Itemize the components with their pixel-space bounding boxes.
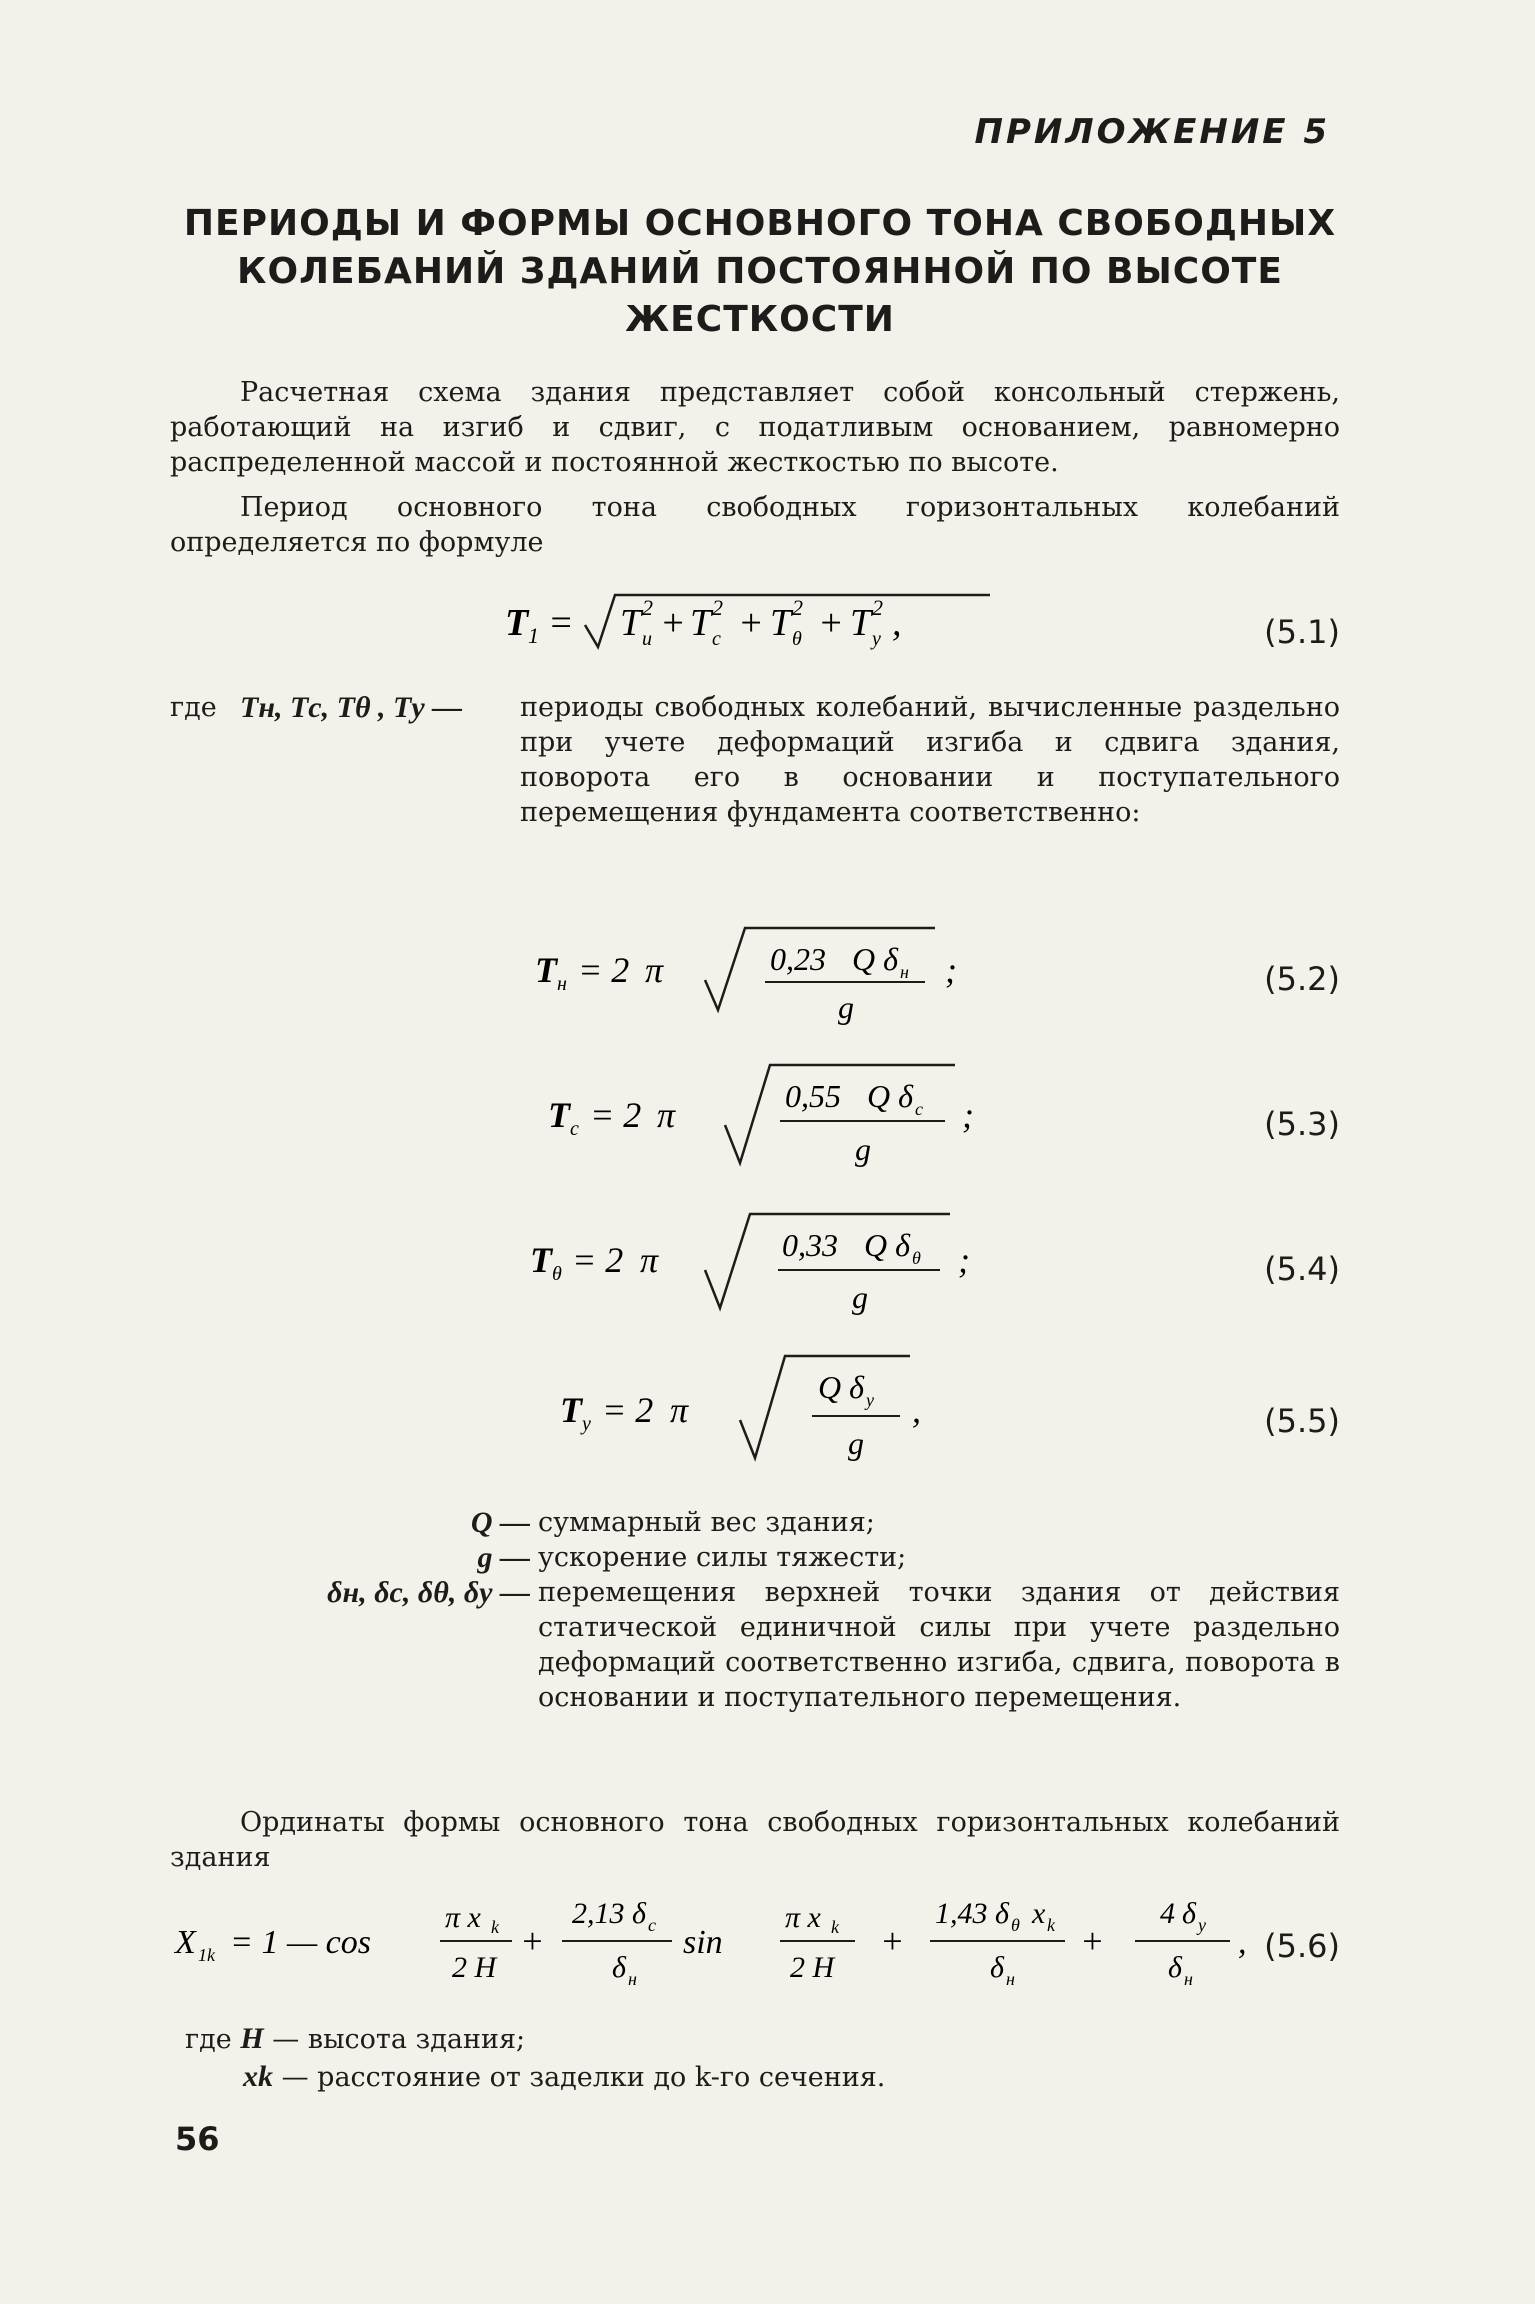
- svg-text:,: ,: [892, 602, 902, 644]
- svg-text:X: X: [175, 1924, 196, 1961]
- coef-5-4: 0,33: [782, 1227, 838, 1263]
- svg-text:k: k: [491, 1917, 499, 1937]
- where-symbols-periods: Tн, Tс, Tθ , Tу —: [240, 691, 463, 724]
- svg-text:у: у: [872, 628, 881, 650]
- svg-text:δ: δ: [612, 1951, 626, 1984]
- list-item: [200, 1505, 1340, 1540]
- svg-text:= 2: = 2: [572, 1240, 624, 1280]
- equation-number-5-1: (5.1): [1264, 613, 1340, 651]
- svg-text:2: 2: [872, 595, 883, 620]
- where-description-periods: периоды свободных колебаний, вычисленные раздельно при учете деформаций изгиба и сдвига здания, поворота его в основании и поступательного перемещения фундамента соответственно:: [520, 692, 1340, 828]
- where-description: перемещения верхней точки здания от действия статической единичной силы при учете раздельно деформаций соответственно изгиба, сдвига, поворота в основании и поступательного перемещения.: [538, 1577, 1340, 1713]
- svg-text:Q δ: Q δ: [864, 1227, 910, 1263]
- equation-number-5-3: (5.3): [1264, 1105, 1340, 1143]
- svg-text:= 2: = 2: [590, 1095, 642, 1135]
- where-symbol: xk: [243, 2060, 273, 2093]
- svg-text:T: T: [770, 602, 792, 644]
- svg-text:+: +: [818, 602, 844, 644]
- svg-text:π x: π x: [445, 1901, 481, 1934]
- coef-5-2: 0,23: [770, 941, 826, 977]
- svg-text:T: T: [620, 602, 642, 644]
- where-description: — расстояние от заделки до k-го сечения.: [281, 2062, 886, 2093]
- svg-text:2 H: 2 H: [790, 1951, 835, 1984]
- svg-text:у: у: [582, 1413, 591, 1435]
- svg-text:T: T: [548, 1095, 570, 1135]
- equation-number-5-5: (5.5): [1264, 1402, 1340, 1440]
- svg-text:δ: δ: [1182, 1897, 1196, 1930]
- svg-text:2: 2: [642, 595, 653, 620]
- svg-text:с: с: [648, 1915, 656, 1935]
- svg-text:π: π: [645, 950, 664, 990]
- list-item: [185, 2020, 885, 2058]
- svg-text:+: +: [738, 602, 764, 644]
- svg-text:;: ;: [945, 950, 957, 990]
- svg-text:θ: θ: [912, 1248, 921, 1268]
- coef-5-6c: 4: [1160, 1897, 1175, 1930]
- svg-text:н: н: [557, 973, 567, 995]
- svg-text:g: g: [848, 1425, 864, 1461]
- svg-text:δ: δ: [995, 1897, 1009, 1930]
- svg-text:θ: θ: [1011, 1915, 1020, 1935]
- svg-text:g: g: [838, 989, 854, 1025]
- svg-text:g: g: [855, 1131, 871, 1167]
- svg-text:с: с: [570, 1118, 579, 1140]
- svg-text:,: ,: [912, 1390, 921, 1430]
- svg-text:θ: θ: [552, 1263, 562, 1285]
- coef-5-3: 0,55: [785, 1078, 841, 1114]
- svg-text:π: π: [640, 1240, 659, 1280]
- svg-text:1k: 1k: [198, 1945, 215, 1965]
- svg-text:,: ,: [1238, 1924, 1247, 1961]
- svg-text:T: T: [850, 602, 872, 644]
- svg-text:1: 1: [528, 623, 539, 648]
- svg-text:T: T: [530, 1240, 552, 1280]
- svg-text:sin: sin: [683, 1924, 723, 1961]
- svg-text:= 2: = 2: [602, 1390, 654, 1430]
- svg-text:δ: δ: [990, 1951, 1004, 1984]
- svg-text:;: ;: [962, 1095, 974, 1135]
- where-list-quantities: [200, 1505, 1340, 1715]
- svg-text:T: T: [535, 950, 557, 990]
- svg-text:2 H: 2 H: [452, 1951, 497, 1984]
- title-line-1: ПЕРИОДЫ И ФОРМЫ ОСНОВНОГО ТОНА СВОБОДНЫХ: [183, 203, 1337, 244]
- svg-text:н: н: [900, 962, 909, 982]
- svg-text:x: x: [1032, 1897, 1046, 1930]
- svg-text:+: +: [520, 1921, 545, 1961]
- svg-text:у: у: [1198, 1915, 1206, 1935]
- equation-number-5-2: (5.2): [1264, 960, 1340, 998]
- svg-text:T: T: [690, 602, 712, 644]
- where-description: ускорение силы тяжести;: [538, 1542, 907, 1573]
- svg-text:+: +: [660, 602, 686, 644]
- svg-text:н: н: [628, 1969, 637, 1989]
- svg-text:2: 2: [712, 595, 723, 620]
- svg-text:Q δ: Q δ: [867, 1078, 913, 1114]
- title-line-3: ЖЕСТКОСТИ: [625, 299, 895, 340]
- paragraph-period: Период основного тона свободных горизонтальных колебаний определяется по формуле: [170, 492, 1340, 558]
- svg-text:н: н: [1006, 1969, 1015, 1989]
- list-item: [200, 1575, 1340, 1715]
- where-lead: где: [185, 2024, 232, 2055]
- coef-5-6a: 2,13: [572, 1897, 625, 1930]
- svg-text:и: и: [642, 628, 652, 650]
- svg-text:k: k: [831, 1917, 839, 1937]
- svg-text:g: g: [852, 1279, 868, 1315]
- paragraph-ordinates: Ординаты формы основного тона свободных горизонтальных колебаний здания: [170, 1807, 1340, 1873]
- where-symbol: g —: [477, 1541, 530, 1574]
- where-lead-1: где: [170, 692, 217, 723]
- svg-text:π: π: [657, 1095, 676, 1135]
- svg-text:δ: δ: [1168, 1951, 1182, 1984]
- svg-text:Q δ: Q δ: [818, 1369, 864, 1405]
- svg-text:= 2: = 2: [578, 950, 630, 990]
- appendix-label: ПРИЛОЖЕНИЕ 5: [974, 112, 1330, 152]
- svg-text:=: =: [548, 602, 574, 644]
- svg-text:н: н: [1184, 1969, 1193, 1989]
- svg-text:π: π: [670, 1390, 689, 1430]
- svg-text:π x: π x: [785, 1901, 821, 1934]
- svg-text:θ: θ: [792, 628, 802, 650]
- svg-text:с: с: [915, 1099, 923, 1119]
- svg-text:;: ;: [958, 1240, 970, 1280]
- where-symbol: H: [240, 2022, 264, 2055]
- where-list-height: [185, 2020, 885, 2096]
- where-description: — высота здания;: [272, 2024, 526, 2055]
- equation-number-5-6: (5.6): [1264, 1927, 1340, 1965]
- svg-text:с: с: [712, 628, 721, 650]
- title-line-2: КОЛЕБАНИЙ ЗДАНИЙ ПОСТОЯННОЙ ПО ВЫСОТЕ: [237, 251, 1283, 292]
- svg-text:у: у: [866, 1390, 874, 1410]
- svg-text:T: T: [505, 602, 529, 644]
- list-item: [200, 1540, 1340, 1575]
- svg-text:+: +: [880, 1921, 905, 1961]
- svg-text:2: 2: [792, 595, 803, 620]
- list-item: [185, 2058, 885, 2096]
- svg-text:k: k: [1047, 1915, 1055, 1935]
- svg-text:T: T: [560, 1390, 582, 1430]
- paragraph-scheme: Расчетная схема здания представляет собой консольный стержень, работающий на изгиб и сдвиг, с податливым основанием, равномерно распределенной массой и постоянной жесткостью по высоте.: [170, 377, 1340, 478]
- svg-text:δ: δ: [632, 1897, 646, 1930]
- svg-text:= 1 — cos: = 1 — cos: [230, 1924, 371, 1961]
- equation-number-5-4: (5.4): [1264, 1250, 1340, 1288]
- coef-5-6b: 1,43: [935, 1897, 988, 1930]
- svg-text:+: +: [1080, 1921, 1105, 1961]
- where-symbol: δн, δс, δθ, δу —: [327, 1576, 530, 1609]
- where-symbol: Q —: [470, 1506, 530, 1539]
- where-description: суммарный вес здания;: [538, 1507, 875, 1538]
- svg-text:Q δ: Q δ: [852, 941, 898, 977]
- page-title: [160, 200, 1360, 344]
- page-number: 56: [175, 2120, 220, 2158]
